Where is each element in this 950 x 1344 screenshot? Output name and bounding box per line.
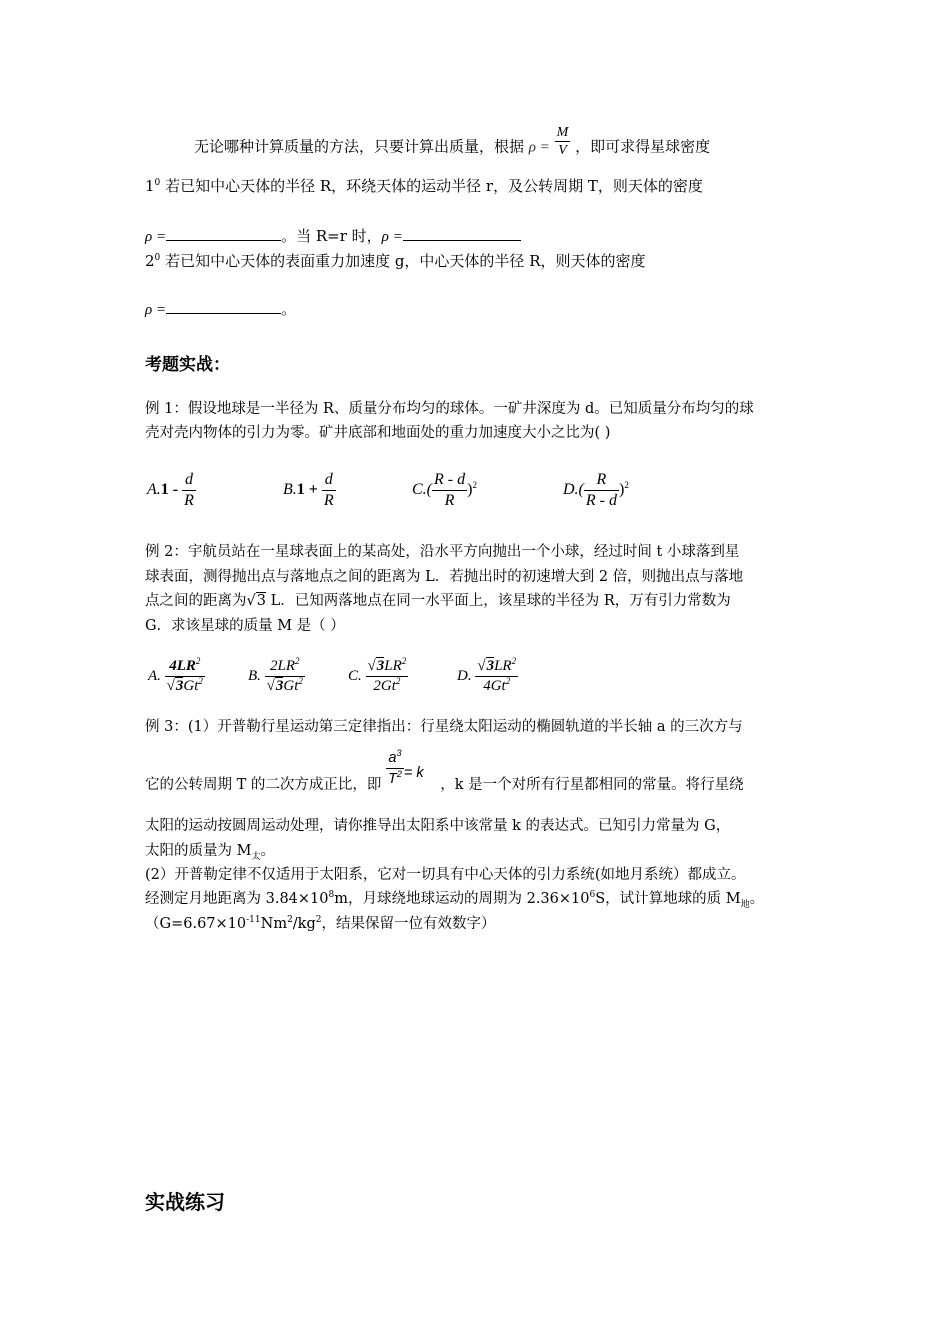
ex2-option-d[interactable]: D. $\frac{√3LR^2}{4Gt^2}$ — [457, 656, 517, 694]
ex2-line3: 点之间的距离为√3 L．已知两落地点在同一水平面上，该星球的半径为 R，万有引力常数为 — [145, 593, 731, 609]
ex3-line1: 例 3：(1）开普勒行星运动第三定律指出：行星绕太阳运动的椭圆轨道的半长轴 a 的三次方与 — [145, 719, 743, 735]
ex2-option-b[interactable]: B. $\frac{2LR^2}{√3Gt^2}$ — [248, 656, 303, 694]
ex1-line1: 例 1：假设地球是一半径为 R、质量分布均匀的球体。一矿井深度为 d。已知质量分布均匀的球 — [145, 401, 754, 417]
case2-line: $2^0$ 若已知中心天体的表面重力加速度 g，中心天体的半径 R，则天体的密度 — [145, 252, 646, 270]
kepler-formula: $\frac{a^3}{T^2}$ — [388, 747, 402, 787]
ex3-line7: （$G=6.67\times 10^{-11}Nm^2/kg^2$，结果保留一位有效数字） — [145, 915, 496, 932]
case1-blanks: ρ = 。当 R=r 时，ρ = — [145, 226, 521, 247]
ex1-option-c[interactable]: C.( $\frac{R - d}{R}$ )$^2$ — [412, 471, 477, 509]
intro-text-before: 无论哪种计算质量的方法，只要计算出质量，根据 — [194, 137, 525, 156]
case2-text: 若已知中心天体的表面重力加速度 g，中心天体的半径 R，则天体的密度 — [165, 252, 646, 270]
answer-blank[interactable] — [166, 226, 281, 241]
ex1-line2: 壳对壳内物体的引力为零。矿井底部和地面处的重力加速度大小之比为( ) — [145, 425, 611, 441]
ex2-line2: 球表面，测得抛出点与落地点之间的距离为 L．若抛出时的初速增大到 2 倍，则抛出点与落地 — [145, 569, 744, 585]
case1-text: 若已知中心天体的半径 R，环绕天体的运动半径 r，及公转周期 T，则天体的密度 — [165, 177, 703, 195]
answer-blank[interactable] — [166, 299, 281, 314]
answer-blank[interactable] — [403, 226, 521, 241]
case1-line: $1^0$ 若已知中心天体的半径 R，环绕天体的运动半径 r，及公转周期 T，则天体的密度 — [145, 177, 703, 195]
ex2-option-c[interactable]: C. $\frac{√3LR^2}{2Gt^2}$ — [348, 656, 407, 694]
density-formula: $\frac{M}{V}$ — [556, 125, 569, 158]
rho-symbol: ρ = — [528, 139, 550, 156]
intro-line — [194, 125, 711, 159]
ex2-line1: 例 2：宇航员站在一星球表面上的某高处，沿水平方向抛出一个小球，经过时间 t 小球落到星 — [145, 544, 740, 560]
intro-text-after: ，即可求得星球密度 — [575, 137, 711, 156]
ex2-option-a[interactable]: A. $\frac{4LR^2}{√3Gt^2}$ — [148, 656, 203, 694]
ex3-line2: 它的公转周期 T 的二次方成正比，即 $\frac{a^3}{T^2}$ = k ，k 是一个对所有行星都相同的常量。将行星绕 — [145, 747, 744, 793]
section-title-exam: 考题实战： — [145, 355, 230, 375]
ex2-line4: G．求该星球的质量 M 是（ ） — [145, 618, 345, 634]
ex1-option-a[interactable]: A.1 - $\frac{d}{R}$ — [147, 471, 194, 509]
ex3-line6: 经测定月地距离为 $3.84\times 10^8m$，月球绕地球运动的周期为 $2.36\times 10^6S$，试计算地球的质 $M_地$。 — [145, 890, 765, 910]
ex3-line4: 太阳的质量为 $M_太$。 — [145, 843, 275, 862]
ex1-option-b[interactable]: B.1 + $\frac{d}{R}$ — [283, 471, 334, 509]
case2-blank: ρ = 。 — [145, 300, 297, 318]
section-title-practice: 实战练习 — [145, 1190, 225, 1214]
ex1-option-d[interactable]: D.( $\frac{R}{R - d}$ )$^2$ — [563, 471, 629, 509]
ex3-line3: 太阳的运动按圆周运动处理，请你推导出太阳系中该常量 k 的表达式。已知引力常量为 G， — [145, 818, 731, 834]
ex3-line5: (2）开普勒定律不仅适用于太阳系，它对一切具有中心天体的引力系统(如地月系统）都成立。 — [145, 867, 746, 883]
